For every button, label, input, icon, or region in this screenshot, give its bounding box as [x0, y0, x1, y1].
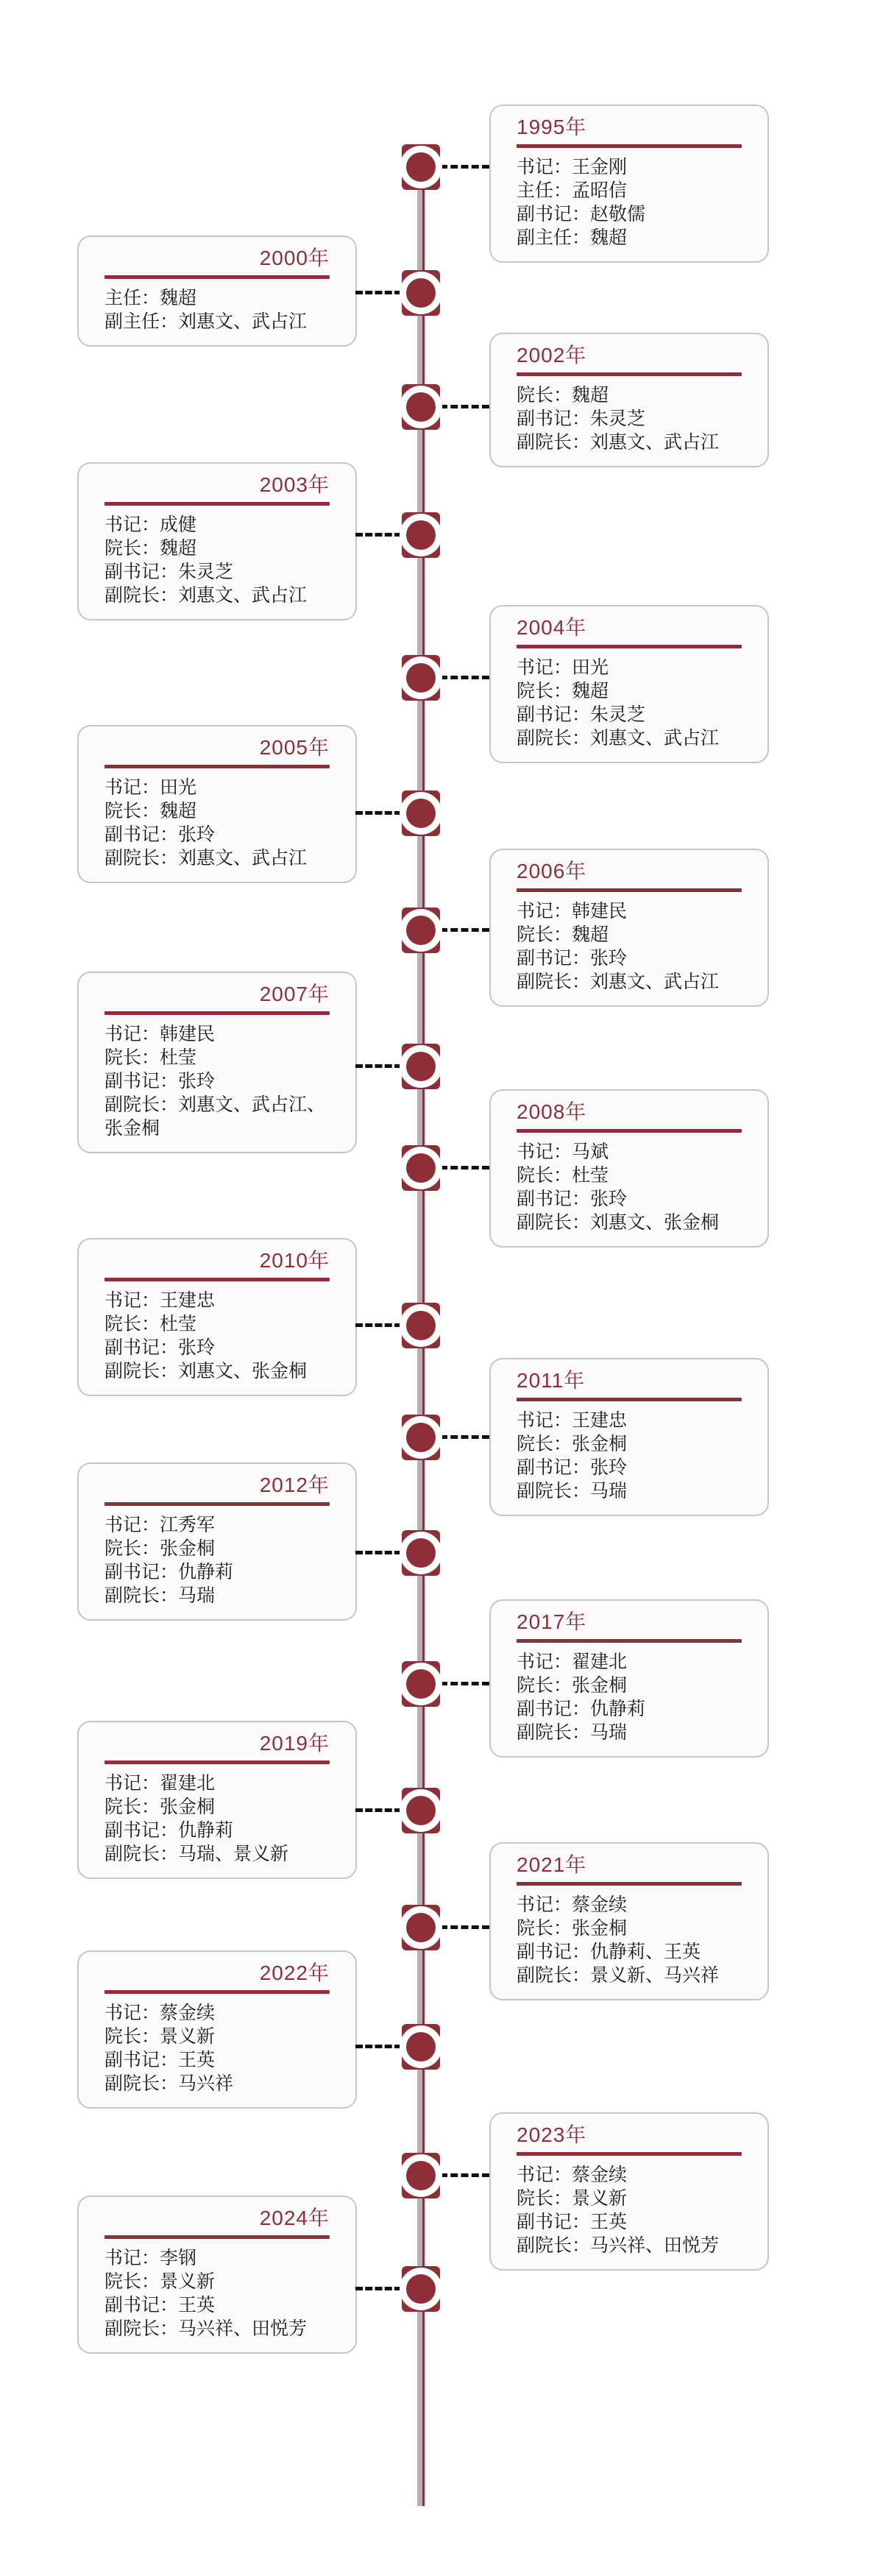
timeline-node-icon [402, 384, 440, 430]
leadership-line: 院长：杜莹 [104, 1314, 197, 1334]
year-underline [104, 1278, 330, 1281]
leadership-line: 书记：成健 [104, 514, 197, 535]
timeline-card [489, 1842, 769, 2000]
node-dot-icon [406, 916, 436, 945]
leadership-line: 书记：李钢 [104, 2248, 197, 2268]
year-label: 2005年 [259, 736, 330, 759]
leadership-line: 院长：杜莹 [517, 1165, 609, 1186]
leadership-line: 副院长：刘惠文、张金桐 [517, 1212, 720, 1233]
year-label: 2003年 [259, 473, 330, 496]
connector-dash-icon [355, 1064, 402, 1068]
connector-dash-icon [440, 928, 489, 932]
year-label: 2023年 [517, 2123, 587, 2146]
node-dot-icon [406, 1052, 436, 1081]
year-label: 2002年 [517, 344, 587, 367]
leadership-line: 副院长：马兴祥 [104, 2073, 234, 2094]
node-dot-icon [406, 1311, 436, 1340]
leadership-line: 书记：翟建北 [517, 1652, 628, 1672]
timeline-node-icon [402, 270, 440, 316]
leadership-line: 副书记：朱灵芝 [517, 408, 646, 429]
timeline-card [489, 2112, 769, 2271]
leadership-line: 副书记：王英 [104, 2295, 216, 2315]
node-dot-icon [406, 1153, 436, 1183]
year-label: 2022年 [259, 1961, 330, 1984]
leadership-line: 书记：王建忠 [517, 1410, 628, 1431]
leadership-line: 副院长：马瑞、景义新 [104, 1844, 289, 1864]
node-dot-icon [406, 1669, 436, 1699]
timeline-node-icon [402, 1530, 440, 1576]
year-label: 2004年 [517, 616, 587, 639]
leadership-line: 副书记：仇静莉 [104, 1562, 234, 1582]
node-dot-icon [406, 799, 436, 828]
timeline-card [489, 333, 769, 467]
timeline-card [489, 1358, 769, 1516]
year-underline [104, 502, 330, 506]
connector-dash-icon [440, 1166, 489, 1170]
leadership-line: 院长：张金桐 [104, 1797, 216, 1817]
leadership-line: 副书记：张玲 [104, 824, 216, 845]
year-label: 2006年 [517, 860, 587, 882]
leadership-line: 院长：景义新 [517, 2188, 628, 2209]
connector-dash-icon [440, 1435, 489, 1439]
timeline-card [489, 849, 769, 1007]
leadership-line: 书记：蔡金续 [104, 2003, 216, 2023]
leadership-line: 副院长：马兴祥、田悦芳 [104, 2318, 308, 2339]
timeline-card [77, 1721, 357, 1879]
connector-dash-icon [355, 533, 402, 537]
leadership-line: 书记：蔡金续 [517, 2165, 628, 2185]
connector-dash-icon [355, 1323, 402, 1327]
leadership-line: 副院长：刘惠文、武占江 [517, 972, 720, 992]
timeline-card [77, 972, 357, 1153]
year-label: 2000年 [259, 247, 330, 269]
leadership-lines [104, 1513, 330, 1607]
connector-dash-icon [355, 811, 402, 815]
year-underline [517, 1882, 742, 1886]
year-label: 2010年 [259, 1249, 330, 1272]
year-underline [104, 1990, 330, 1994]
leadership-lines [517, 656, 742, 750]
timeline-card [77, 1950, 357, 2109]
leadership-line: 书记：江秀军 [104, 1515, 216, 1535]
timeline-node-icon [402, 1145, 440, 1191]
timeline-node-icon [402, 1044, 440, 1089]
year-underline [104, 1761, 330, 1764]
connector-dash-icon [440, 1682, 489, 1685]
timeline-node-icon [402, 790, 440, 836]
leadership-lines [104, 286, 330, 333]
connector-dash-icon [355, 2287, 402, 2290]
leadership-line: 院长：杜莹 [104, 1047, 197, 1068]
year-underline [104, 2235, 330, 2239]
year-underline [517, 1129, 742, 1133]
year-label: 2024年 [259, 2207, 330, 2229]
leadership-line: 副书记：仇静莉、王英 [517, 1942, 701, 1962]
year-label: 2021年 [517, 1853, 587, 1876]
timeline-node-icon [402, 2266, 440, 2312]
leadership-line: 副院长：马瑞 [104, 1585, 216, 1606]
leadership-line: 副院长：刘惠文、武占江、张金桐 [104, 1094, 326, 1139]
connector-dash-icon [440, 405, 489, 408]
leadership-lines [104, 2246, 330, 2340]
leadership-line: 书记：田光 [104, 777, 197, 798]
leadership-line: 书记：翟建北 [104, 1773, 216, 1794]
connector-dash-icon [440, 2173, 489, 2177]
year-label: 2007年 [259, 983, 330, 1005]
timeline-node-icon [402, 1415, 440, 1460]
leadership-line: 副书记：张玲 [517, 948, 628, 969]
year-underline [517, 888, 742, 892]
leadership-line: 副书记：张玲 [104, 1071, 216, 1091]
year-label: 2012年 [259, 1473, 330, 1496]
leadership-line: 副院长：刘惠文、武占江 [104, 848, 308, 868]
leadership-line: 副书记：张玲 [517, 1189, 628, 1209]
leadership-line: 书记：王金刚 [517, 157, 628, 177]
node-dot-icon [406, 520, 436, 550]
leadership-lines [104, 776, 330, 870]
leadership-line: 院长：魏超 [104, 538, 197, 559]
leadership-line: 院长：魏超 [517, 924, 609, 945]
timeline-node-icon [402, 1661, 440, 1707]
timeline-node-icon [402, 2024, 440, 2070]
leadership-line: 书记：韩建民 [104, 1024, 216, 1044]
year-underline [517, 372, 742, 376]
leadership-line: 副书记：朱灵芝 [517, 704, 646, 725]
leadership-line: 院长：魏超 [104, 801, 197, 821]
timeline-card [77, 1462, 357, 1621]
leadership-line: 副主任：刘惠文、武占江 [104, 311, 308, 332]
leadership-line: 主任：孟昭信 [517, 180, 628, 201]
leadership-line: 副院长：刘惠文、张金桐 [104, 1361, 308, 1381]
leadership-line: 院长：张金桐 [517, 1918, 628, 1939]
leadership-lines [517, 1140, 742, 1234]
leadership-line: 院长：张金桐 [517, 1675, 628, 1696]
year-label: 1995年 [517, 116, 587, 138]
leadership-line: 副院长：景义新、马兴祥 [517, 1965, 720, 1986]
leadership-lines [104, 2001, 330, 2095]
timeline-card [77, 462, 357, 620]
node-dot-icon [406, 663, 436, 693]
timeline-node-icon [402, 1303, 440, 1348]
leadership-line: 副书记：王英 [104, 2050, 216, 2070]
timeline-node-icon [402, 2153, 440, 2198]
connector-dash-icon [440, 165, 489, 169]
leadership-line: 书记：韩建民 [517, 901, 628, 921]
timeline-card [489, 605, 769, 763]
timeline-node-icon [402, 144, 440, 190]
node-dot-icon [406, 1538, 436, 1568]
year-label: 2011年 [517, 1369, 586, 1392]
leadership-line: 副书记：仇静莉 [104, 1820, 234, 1841]
node-dot-icon [406, 1423, 436, 1452]
leadership-line: 副书记：朱灵芝 [104, 562, 234, 582]
timeline-card [77, 1238, 357, 1396]
year-underline [517, 645, 742, 648]
leadership-line: 副书记：仇静莉 [517, 1699, 646, 1719]
timeline-node-icon [402, 655, 440, 701]
year-underline [104, 1011, 330, 1015]
connector-dash-icon [355, 291, 402, 294]
node-dot-icon [406, 1913, 436, 1942]
leadership-line: 书记：王建忠 [104, 1290, 216, 1311]
timeline-card [77, 2195, 357, 2354]
leadership-line: 书记：蔡金续 [517, 1894, 628, 1915]
leadership-line: 副书记：张玲 [517, 1457, 628, 1478]
timeline-card [77, 236, 357, 347]
leadership-line: 院长：景义新 [104, 2026, 216, 2047]
connector-dash-icon [355, 1808, 402, 1812]
year-underline [104, 1502, 330, 1506]
leadership-line: 副院长：马瑞 [517, 1722, 628, 1743]
leadership-lines [517, 899, 742, 994]
leadership-line: 副院长：刘惠文、武占江 [104, 585, 308, 606]
year-label: 2008年 [517, 1100, 587, 1123]
leadership-line: 院长：张金桐 [104, 1538, 216, 1559]
leadership-line: 副院长：刘惠文、武占江 [517, 432, 720, 453]
leadership-lines [104, 513, 330, 607]
connector-dash-icon [440, 676, 489, 679]
timeline-node-icon [402, 1788, 440, 1833]
node-dot-icon [406, 1796, 436, 1825]
connector-dash-icon [355, 2045, 402, 2048]
leadership-lines [517, 155, 742, 250]
leadership-lines [517, 1650, 742, 1744]
leadership-line: 副院长：马兴祥、田悦芳 [517, 2235, 720, 2256]
node-dot-icon [406, 2032, 436, 2062]
leadership-line: 主任：魏超 [104, 288, 197, 308]
leadership-line: 副主任：魏超 [517, 227, 628, 248]
leadership-line: 副院长：刘惠文、武占江 [517, 728, 720, 749]
year-underline [517, 2152, 742, 2156]
node-dot-icon [406, 2161, 436, 2190]
leadership-lines [517, 383, 742, 454]
node-dot-icon [406, 152, 436, 182]
leadership-line: 院长：魏超 [517, 385, 609, 406]
leadership-lines [104, 1772, 330, 1866]
node-dot-icon [406, 2274, 436, 2304]
leadership-line: 副院长：马瑞 [517, 1481, 628, 1501]
year-underline [104, 765, 330, 768]
leadership-lines [104, 1289, 330, 1383]
leadership-line: 院长：张金桐 [517, 1434, 628, 1454]
leadership-line: 副书记：张玲 [104, 1337, 216, 1358]
leadership-line: 副书记：赵敬儒 [517, 204, 646, 224]
leadership-line: 副书记：王英 [517, 2212, 628, 2232]
timeline-node-icon [402, 907, 440, 953]
node-dot-icon [406, 278, 436, 308]
year-label: 2017年 [517, 1610, 587, 1633]
leadership-line: 院长：景义新 [104, 2271, 216, 2292]
year-underline [517, 1398, 742, 1401]
timeline-card [489, 105, 769, 263]
year-underline [104, 275, 330, 279]
leadership-lines [517, 2163, 742, 2257]
connector-dash-icon [355, 1551, 402, 1554]
connector-dash-icon [440, 1925, 489, 1929]
leadership-lines [517, 1409, 742, 1503]
timeline-node-icon [402, 512, 440, 558]
timeline-card [489, 1089, 769, 1248]
timeline-card [77, 725, 357, 883]
leadership-line: 书记：田光 [517, 657, 609, 678]
timeline-card [489, 1599, 769, 1758]
leadership-lines [517, 1893, 742, 1987]
year-underline [517, 144, 742, 148]
timeline-node-icon [402, 1905, 440, 1950]
node-dot-icon [406, 392, 436, 422]
leadership-line: 院长：魏超 [517, 681, 609, 701]
leadership-lines [104, 1022, 330, 1140]
leadership-line: 书记：马斌 [517, 1142, 609, 1162]
year-underline [517, 1639, 742, 1643]
year-label: 2019年 [259, 1732, 330, 1755]
